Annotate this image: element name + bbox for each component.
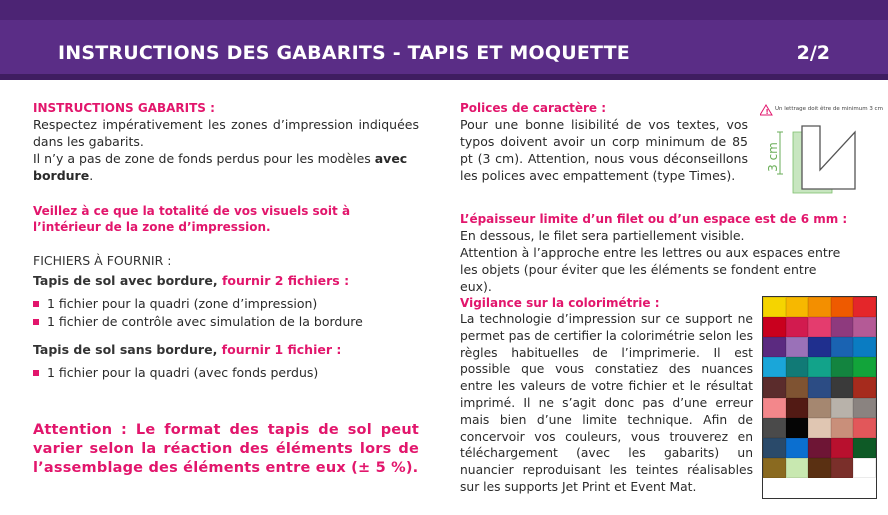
group2-title-b: fournir 1 fichier :: [221, 342, 342, 357]
color-swatch: [786, 377, 809, 397]
color-swatch: [786, 317, 809, 337]
color-swatch: [786, 458, 809, 478]
page-title: INSTRUCTIONS DES GABARITS - TAPIS ET MOQUETTE: [58, 42, 630, 64]
color-swatch: [853, 337, 876, 357]
color-swatch: [763, 377, 786, 397]
color-swatch: [808, 337, 831, 357]
list-item-text: 1 fichier pour la quadri (avec fonds perdus): [47, 365, 319, 380]
color-swatch: [808, 458, 831, 478]
color-swatch: [763, 418, 786, 438]
thickness-title: L’épaisseur limite d’un filet ou d’un espace est de 6 mm :: [460, 212, 848, 226]
list-item: [33, 313, 419, 331]
fonts-title: Polices de caractère :: [460, 101, 606, 115]
instructions-text-2: [33, 150, 419, 184]
color-title: Vigilance sur la colorimétrie :: [460, 296, 660, 310]
color-swatch: [763, 337, 786, 357]
files-title: FICHIERS À FOURNIR :: [33, 253, 172, 268]
color-swatch: [786, 337, 809, 357]
color-swatch: [853, 438, 876, 458]
color-swatch: [853, 398, 876, 418]
header-top-band: [0, 0, 888, 20]
color-swatch: [831, 297, 854, 317]
instructions-section: [33, 101, 419, 184]
color-swatch: [808, 377, 831, 397]
color-swatch: [763, 297, 786, 317]
fonts-section: [460, 101, 748, 184]
page-number: 2/2: [796, 42, 830, 64]
color-swatch: [763, 438, 786, 458]
color-swatch: [786, 398, 809, 418]
color-swatch: [808, 357, 831, 377]
instructions-text-2-end: .: [89, 168, 94, 183]
color-swatch: [853, 418, 876, 438]
thickness-text-2: Attention à l’approche entre les lettres ou aux espaces entre les objets (pour éviter que les éléments se fondent entre eux).: [460, 245, 841, 294]
color-swatch: [808, 317, 831, 337]
group1-title: [33, 272, 419, 289]
header-bar: [0, 0, 888, 80]
color-swatch: [763, 317, 786, 337]
color-swatch: [763, 398, 786, 418]
group2-title: [33, 341, 419, 358]
list-item: [33, 295, 419, 313]
color-swatch: [808, 438, 831, 458]
svg-text:!: !: [765, 108, 769, 116]
color-text: La technologie d’impression sur ce support ne permet pas de certifier la colorimétrie selon les règles habituelles de l’imprimerie. Il est possible que vous constatiez des nuances entre les valeurs de votre fichier et le résultat imprimé. Il ne s’agit donc pas d’une erreur mais bien d’une limite technique. Afin de concervoir vos couleurs, vous trouverez en téléchargement (avec les gabarits) un nuancier reproduisant les teintes réalisables sur les supports Jet Print et Event Mat.: [460, 312, 753, 494]
color-swatch: [786, 438, 809, 458]
attention-text: Attention : Le format des tapis de sol peut varier selon la réaction des éléments lors de l’assemblage des éléments entre eux (± 5 %).: [33, 422, 419, 476]
icon-dimension: 3 cm: [765, 142, 780, 172]
instructions-text-2-a: Il n’y a pas de zone de fonds perdus pour les modèles: [33, 151, 375, 166]
header-bottom-band: [0, 74, 888, 80]
color-swatch: [831, 418, 854, 438]
group2-title-a: Tapis de sol sans bordure,: [33, 342, 222, 357]
bullet-icon: [33, 319, 39, 325]
color-swatch: [831, 458, 854, 478]
bullet-icon: [33, 301, 39, 307]
color-swatch: [853, 458, 876, 478]
group1-title-b: fournir 2 fichiers :: [221, 273, 350, 288]
thickness-text-1: En dessous, le filet sera partiellement visible.: [460, 228, 745, 243]
group1-title-a: Tapis de sol avec bordure,: [33, 273, 222, 288]
attention-section: [33, 421, 419, 478]
bullet-icon: [33, 370, 39, 376]
color-swatch: [831, 377, 854, 397]
color-swatch: [831, 398, 854, 418]
color-swatch: [786, 418, 809, 438]
color-swatch: [808, 418, 831, 438]
color-swatch: [786, 297, 809, 317]
list-item: [33, 364, 419, 382]
fonts-text: Pour une bonne lisibilité de vos textes, vos typos doivent avoir un corp minimum de 85 pt (3 cm). Attention, nous vous déconseillons les polices avec empattement (type Times).: [460, 117, 748, 183]
icon-note: Un lettrage doit être de minimum 3 cm: [775, 106, 883, 112]
instructions-text-1: Respectez impérativement les zones d’impression indiquées dans les gabarits.: [33, 117, 419, 149]
color-swatch: [853, 357, 876, 377]
files-section: [33, 252, 419, 382]
list-item-text: 1 fichier de contrôle avec simulation de la bordure: [47, 314, 363, 329]
color-swatch: [831, 317, 854, 337]
warning-text: Veillez à ce que la totalité de vos visuels soit à l’intérieur de la zone d’impression.: [33, 204, 351, 234]
instructions-text-2-bold: avec bordure: [33, 151, 408, 183]
color-swatch: [831, 337, 854, 357]
warning-section: [33, 203, 419, 235]
color-swatch: [786, 357, 809, 377]
color-swatch: [853, 317, 876, 337]
color-section: [460, 296, 753, 496]
color-swatch: [853, 297, 876, 317]
letter-size-illustration: [760, 104, 885, 199]
color-swatch: [808, 398, 831, 418]
color-swatch: [763, 458, 786, 478]
color-swatch: [808, 297, 831, 317]
instructions-title: INSTRUCTIONS GABARITS :: [33, 101, 215, 115]
color-swatch: [831, 357, 854, 377]
color-swatch-grid: [762, 296, 877, 499]
thickness-section: [460, 212, 852, 295]
color-swatch: [831, 438, 854, 458]
color-swatch: [853, 377, 876, 397]
list-item-text: 1 fichier pour la quadri (zone d’impression): [47, 296, 318, 311]
color-swatch: [763, 357, 786, 377]
